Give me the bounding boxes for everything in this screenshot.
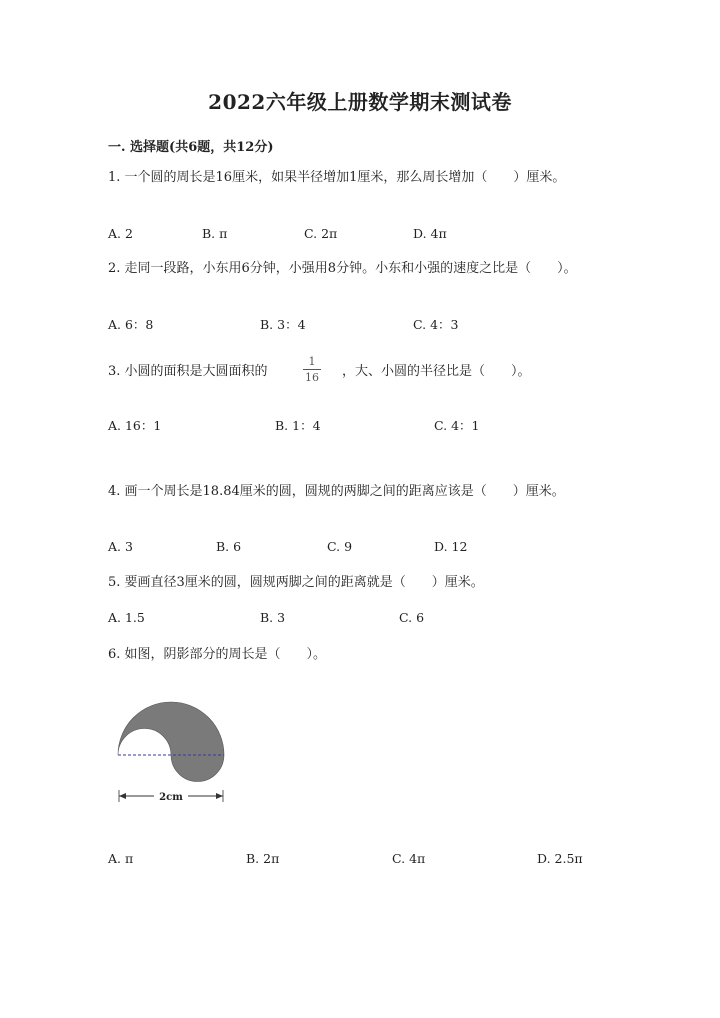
q5-option-b: B. 3 <box>260 610 286 625</box>
q6-option-b: B. 2π <box>246 851 280 866</box>
q1-option-c: C. 2π <box>304 226 338 241</box>
q4-option-a: A. 3 <box>108 539 133 554</box>
q4-option-b: B. 6 <box>216 539 242 554</box>
page-title: 2022六年级上册数学期末测试卷 <box>208 90 512 114</box>
q4-option-c: C. 9 <box>327 539 353 554</box>
question-4-stem: 4. 画一个周长是18.84厘米的圆，圆规的两脚之间的距离应该是（ ）厘米。 <box>108 484 565 499</box>
q3-option-b: B. 1：4 <box>275 418 321 433</box>
fraction-denominator: 16 <box>305 371 319 384</box>
shaded-semicircle-figure <box>108 695 238 814</box>
q6-option-a: A. π <box>108 851 134 866</box>
dimension-arrow-left <box>119 793 126 799</box>
question-2-stem: 2. 走同一段路，小东用6分钟，小强用8分钟。小东和小强的速度之比是（ ）。 <box>108 261 577 276</box>
q4-option-d: D. 12 <box>434 539 468 554</box>
q2-option-b: B. 3：4 <box>260 317 306 332</box>
q1-option-b: B. π <box>202 226 228 241</box>
q2-option-c: C. 4：3 <box>413 317 459 332</box>
q1-option-a: A. 2 <box>108 226 133 241</box>
section-heading: 一. 选择题(共6题，共12分) <box>108 140 274 155</box>
semicircle-diagram <box>108 695 238 810</box>
fraction-one-sixteenth <box>300 355 324 384</box>
question-3-stem-before: 3. 小圆的面积是大圆面积的 <box>108 364 268 379</box>
fraction-numerator: 1 <box>308 355 316 368</box>
q1-option-d: D. 4π <box>413 226 447 241</box>
q3-option-a: A. 16：1 <box>108 418 162 433</box>
shaded-region <box>118 702 224 782</box>
q3-option-c: C. 4：1 <box>434 418 480 433</box>
question-1-stem: 1. 一个圆的周长是16厘米，如果半径增加1厘米，那么周长增加（ ）厘米。 <box>108 170 566 185</box>
q5-option-a: A. 1.5 <box>108 610 145 625</box>
q2-option-a: A. 6：8 <box>108 317 154 332</box>
dimension-arrow-right <box>216 793 223 799</box>
q6-option-d: D. 2.5π <box>537 851 583 866</box>
question-5-stem: 5. 要画直径3厘米的圆，圆规两脚之间的距离就是（ ）厘米。 <box>108 575 484 590</box>
dimension-label: 2cm <box>159 792 183 803</box>
q5-option-c: C. 6 <box>399 610 425 625</box>
fraction-bar <box>303 369 321 370</box>
question-6-stem: 6. 如图，阴影部分的周长是（ ）。 <box>108 647 327 662</box>
q6-option-c: C. 4π <box>392 851 426 866</box>
question-3-stem-after: ，大、小圆的半径比是（ ）。 <box>342 364 531 379</box>
